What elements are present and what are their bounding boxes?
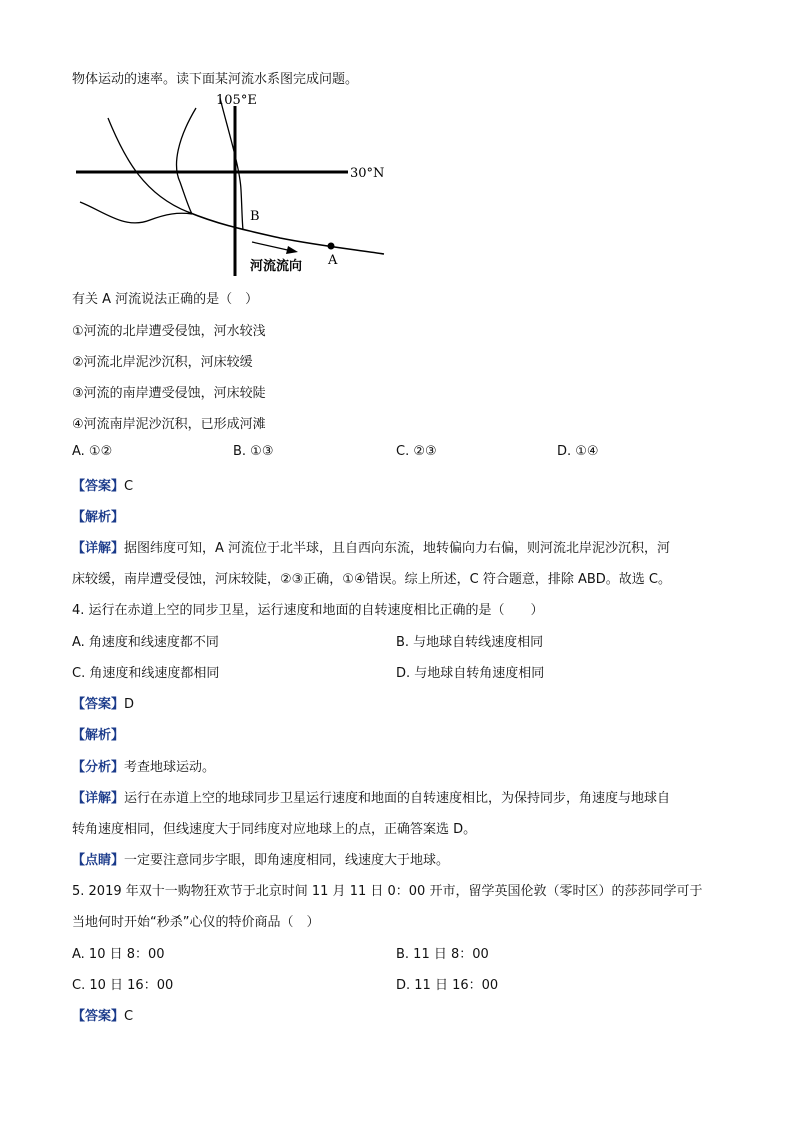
q4-detail-line-1 <box>72 787 670 806</box>
q4-option-b: B. 与地球自转线速度相同 <box>396 635 544 650</box>
flow-arrow-line <box>252 242 292 251</box>
q5-answer-line <box>72 1005 133 1024</box>
q3-statement-4: ④河流南岸泥沙沉积，已形成河滩 <box>72 417 266 432</box>
q3-answer-line <box>72 475 133 494</box>
q4-option-a: A. 角速度和线速度都不同 <box>72 635 219 650</box>
q4-answer-line <box>72 693 134 712</box>
q3-option-a: A. ①② <box>72 444 113 459</box>
q3-detail-tag: 【详解】 <box>72 541 125 556</box>
flow-arrow-head <box>286 246 298 254</box>
flow-label: 河流流向 <box>250 259 303 274</box>
q3-detail-line-1 <box>72 537 670 556</box>
q4-dianjing-line <box>72 849 449 868</box>
intro-text: 物体运动的速率。读下面某河流水系图完成问题。 <box>72 72 359 87</box>
q4-detail-tag: 【详解】 <box>72 791 125 806</box>
q3-answer-tag: 【答案】 <box>72 479 125 494</box>
q3-statement-1: ①河流的北岸遭受侵蚀，河水较浅 <box>72 324 266 339</box>
q4-analysis-tag: 【解析】 <box>72 728 125 743</box>
q4-stem: 4. 运行在赤道上空的同步卫星，运行速度和地面的自转速度相比正确的是（ ） <box>72 603 544 618</box>
q3-answer: C <box>124 479 134 494</box>
q3-analysis-line <box>72 506 124 525</box>
q5-answer-tag: 【答案】 <box>72 1009 125 1024</box>
q4-fenxi-line <box>72 756 215 775</box>
q5-stem-line-1: 5. 2019 年双十一购物狂欢节于北京时间 11 月 11 日 0：00 开市，留学英国伦敦（零时区）的莎莎同学可于 <box>72 884 703 899</box>
q3-statement-2: ②河流北岸泥沙沉积，河床较缓 <box>72 355 253 370</box>
q4-option-d: D. 与地球自转角速度相同 <box>396 666 545 681</box>
longitude-label: 105°E <box>216 93 257 108</box>
q3-option-d: D. ①④ <box>557 444 599 459</box>
point-a-label: A <box>328 253 338 268</box>
q3-option-c: C. ②③ <box>396 444 437 459</box>
q4-dianjing-text: 一定要注意同步字眼，即角速度相同，线速度大于地球。 <box>124 853 450 868</box>
q4-fenxi-tag: 【分析】 <box>72 760 125 775</box>
q3-stem: 有关 A 河流说法正确的是（ ） <box>72 292 259 307</box>
q5-option-a: A. 10 日 8：00 <box>72 947 165 962</box>
q3-statement-3: ③河流的南岸遭受侵蚀，河床较陡 <box>72 386 266 401</box>
q4-fenxi-text: 考查地球运动。 <box>124 760 216 775</box>
q5-option-d: D. 11 日 16：00 <box>396 978 499 993</box>
q4-detail-text-1: 运行在赤道上空的地球同步卫星运行速度和地面的自转速度相比，为保持同步，角速度与地球自 <box>124 791 671 806</box>
q4-answer: D <box>124 697 135 712</box>
tributary-middle <box>177 108 196 214</box>
q3-detail-line-2: 床较缓，南岸遭受侵蚀，河床较陡，②③正确，①④错误。综上所述，C 符合题意，排除 ABD。故选 C。 <box>72 572 671 587</box>
q4-answer-tag: 【答案】 <box>72 697 125 712</box>
tributary-southwest <box>80 202 192 223</box>
point-b-label: B <box>250 209 260 224</box>
q4-detail-line-2: 转角速度相同，但线速度大于同纬度对应地球上的点，正确答案选 D。 <box>72 822 477 837</box>
q4-analysis-line <box>72 724 124 743</box>
tributary-east <box>220 98 243 230</box>
q3-detail-text-1: 据图纬度可知，A 河流位于北半球，且自西向东流，地转偏向力右偏，则河流北岸泥沙沉积，河 <box>124 541 671 556</box>
q3-analysis-tag: 【解析】 <box>72 510 125 525</box>
q5-answer: C <box>124 1009 134 1024</box>
q5-option-b: B. 11 日 8：00 <box>396 947 489 962</box>
q3-option-b: B. ①③ <box>233 444 274 459</box>
q4-dianjing-tag: 【点睛】 <box>72 853 125 868</box>
main-river <box>188 212 384 254</box>
river-map <box>70 90 400 280</box>
point-a-marker <box>328 243 335 250</box>
latitude-label: 30°N <box>350 166 385 181</box>
q5-option-c: C. 10 日 16：00 <box>72 978 174 993</box>
q5-stem-line-2: 当地何时开始“秒杀”心仪的特价商品（ ） <box>72 915 320 930</box>
q4-option-c: C. 角速度和线速度都相同 <box>72 666 220 681</box>
